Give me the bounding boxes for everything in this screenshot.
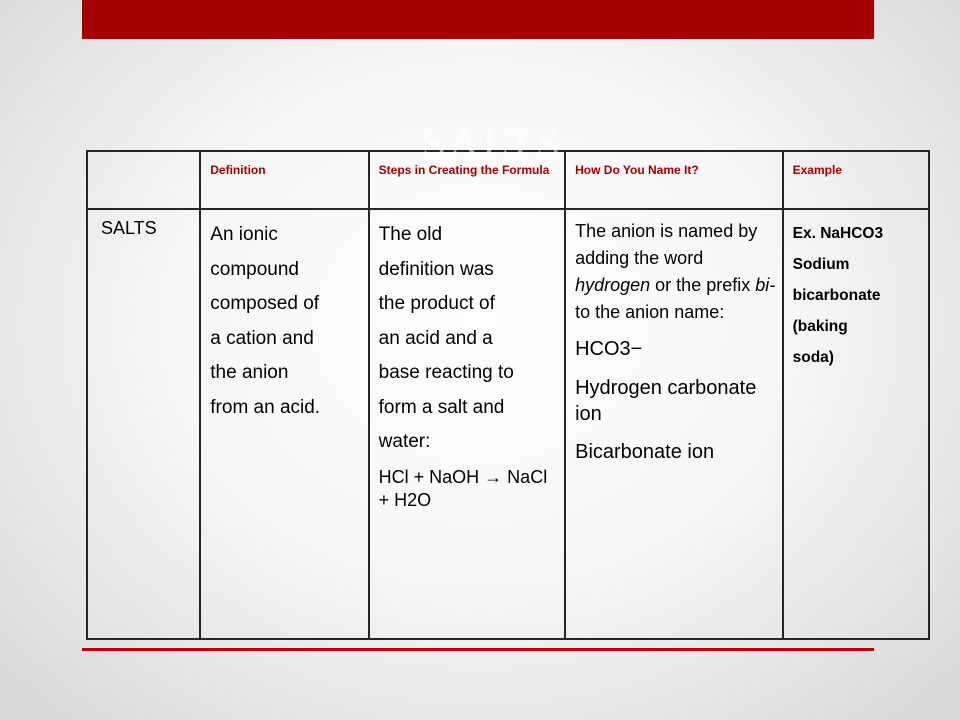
header-example: Example (792, 163, 842, 177)
steps-line: base reacting to (378, 362, 514, 383)
naming-text-part2: or the prefix (650, 275, 756, 295)
naming-bi-prefix: bi- (755, 275, 776, 295)
header-blank-label (88, 152, 199, 162)
header-steps: Steps in Creating the Formula (378, 163, 550, 177)
example-line: (baking (792, 318, 848, 335)
naming-text-part1: The anion is named by adding the word (575, 221, 758, 268)
row-label-cell (87, 209, 200, 639)
header-cell-example (783, 151, 929, 209)
naming-hydrogen-word: hydrogen (575, 275, 651, 295)
definition-line: compound (210, 258, 299, 280)
definition-line: An ionic (210, 224, 278, 245)
table-row (87, 209, 929, 639)
definition-line: from an acid. (210, 396, 321, 418)
steps-cell (369, 209, 565, 639)
example-cell (783, 209, 929, 639)
slide-title-watermark: SALTS (421, 119, 563, 168)
header-cell-definition (200, 151, 368, 209)
naming-cell (565, 209, 783, 639)
table-header-row (87, 151, 929, 209)
steps-line: water: (378, 431, 431, 452)
example-line: Ex. NaHCO3 (792, 225, 884, 242)
steps-line: form a salt and (378, 396, 505, 418)
top-accent-bar (82, 0, 874, 39)
steps-equation: HCl + NaOH → NaCl + H2O (378, 466, 548, 510)
example-line: soda) (792, 349, 834, 366)
header-naming: How Do You Name It? (575, 163, 699, 177)
naming-name-1: Hydrogen carbonate ion (575, 377, 757, 425)
steps-line: definition was (378, 258, 494, 280)
definition-line: a cation and (210, 327, 314, 349)
header-cell-blank (87, 151, 200, 209)
steps-line: the product of (378, 293, 495, 314)
definition-line: composed of (210, 293, 320, 314)
bottom-accent-rule (82, 648, 874, 651)
salts-table (86, 150, 930, 640)
example-line: bicarbonate (792, 287, 881, 304)
naming-name-2: Bicarbonate ion (575, 441, 715, 463)
naming-formula: HCO3− (575, 338, 643, 360)
definition-line: the anion (210, 362, 289, 383)
definition-cell (200, 209, 368, 639)
naming-text-part3: to the anion name: (575, 302, 725, 322)
header-cell-naming (565, 151, 783, 209)
example-line: Sodium (792, 256, 850, 273)
steps-line: The old (378, 224, 443, 245)
steps-line: an acid and a (378, 327, 493, 349)
header-definition: Definition (210, 163, 266, 177)
row-label: SALTS (101, 218, 157, 238)
naming-description (575, 218, 776, 326)
header-cell-steps (369, 151, 565, 209)
